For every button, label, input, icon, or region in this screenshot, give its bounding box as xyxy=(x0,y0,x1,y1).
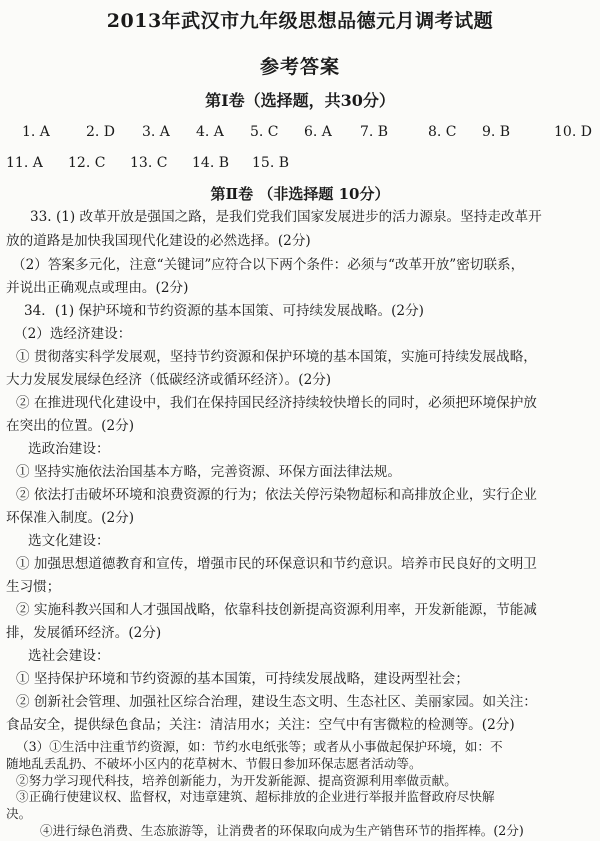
text-line: ① 贯彻落实科学发展观，坚持节约资源和保护环境的基本国策，实施可持续发展战略， xyxy=(16,349,537,365)
answer-item: 13. C xyxy=(130,155,168,171)
text-line: （2）选经济建设： xyxy=(14,326,132,342)
text-line: 选文化建设： xyxy=(28,533,110,549)
text-line: 选社会建设： xyxy=(28,648,110,664)
text-line: ① 加强思想道德教育和宣传，增强市民的环保意识和节约意识。培养市民良好的文明卫 xyxy=(16,556,537,572)
text-line: ②努力学习现代科技，培养创新能力，为开发新能源、提高资源利用率做贡献。 xyxy=(16,772,457,788)
text-line: 并说出正确观点或理由。(2分) xyxy=(6,280,189,296)
text-line: 大力发展发展绿色经济（低碳经济或循环经济）。(2分) xyxy=(6,372,332,388)
text-line: 排，发展循环经济。(2分) xyxy=(6,625,162,641)
answer-item: 3. A xyxy=(142,124,170,140)
answer-item: 2. D xyxy=(86,124,116,140)
text-line: 环保准入制度。(2分) xyxy=(6,510,135,526)
text-line: 放的道路是加快我国现代化建设的必然选择。(2分) xyxy=(6,233,311,249)
answer-item: 8. C xyxy=(428,124,457,140)
text-line: ② 实施科教兴国和人才强国战略，依靠科技创新提高资源利用率，开发新能源，节能减 xyxy=(16,602,537,618)
page-subtitle: 参考答案 xyxy=(259,56,340,78)
section-heading-choice: 第Ⅰ卷（选择题，共30分） xyxy=(205,91,395,110)
answer-item: 1. A xyxy=(22,124,50,140)
answer-item: 15. B xyxy=(252,155,290,171)
answer-item: 6. A xyxy=(304,124,332,140)
text-line: 食品安全，提供绿色食品；关注：清洁用水；关注：空气中有害微粒的检测等。(2分) xyxy=(6,717,515,733)
text-line: （3）①生活中注重节约资源，如：节约水电纸张等；或者从小事做起保护环境，如：不 xyxy=(16,739,503,754)
answer-item: 12. C xyxy=(68,155,106,171)
text-line: ② 创新社会管理、加强社区综合治理，建设生态文明、生态社区、美丽家园。如关注： xyxy=(16,694,537,710)
text-line: ② 在推进现代化建设中，我们在保持国民经济持续较快增长的同时，必须把环境保护放 xyxy=(16,395,537,411)
text-line: ① 坚持保护环境和节约资源的基本国策，可持续发展战略，建设两型社会； xyxy=(16,671,469,687)
text-line: （2）答案多元化，注意“关键词”应符合以下两个条件：必须与“改革开放”密切联系， xyxy=(12,257,525,273)
answer-item: 11. A xyxy=(6,155,43,171)
text-line: ② 依法打击破坏环境和浪费资源的行为；依法关停污染物超标和高排放企业，实行企业 xyxy=(16,487,537,503)
text-line: 随地乱丢乱扔、不破坏小区内的花草树木、节假日参加环保志愿者活动等。 xyxy=(6,755,422,771)
answer-item: 9. B xyxy=(482,124,511,140)
answer-item: 10. D xyxy=(554,124,592,140)
text-line: 选政治建设： xyxy=(28,441,110,457)
answer-item: 4. A xyxy=(196,124,224,140)
text-line: 生习惯； xyxy=(6,579,61,595)
answer-item: 14. B xyxy=(192,155,230,171)
text-line: ① 坚持实施依法治国基本方略，完善资源、环保方面法律法规。 xyxy=(16,464,401,480)
text-line: 34．(1) 保护环境和节约资源的基本国策、可持续发展战略。(2分) xyxy=(24,303,424,319)
answer-item: 7. B xyxy=(360,124,389,140)
page-title: 2013年武汉市九年级思想品德元月调考试题 xyxy=(106,10,494,32)
text-line: ④进行绿色消费、生态旅游等，让消费者的环保取向成为生产销售环节的指挥棒。(2分) xyxy=(40,823,524,838)
answer-item: 5. C xyxy=(250,124,279,140)
text-line: 在突出的位置。(2分) xyxy=(6,418,135,434)
text-line: ③正确行使建议权、监督权，对违章建筑、超标排放的企业进行举报并监督政府尽快解 xyxy=(16,789,495,805)
section-heading-nonchoice: 第Ⅱ卷 （非选择题 10分） xyxy=(210,185,390,203)
text-line: 决。 xyxy=(6,806,32,822)
text-line: 33. (1) 改革开放是强国之路，是我们党我们国家发展进步的活力源泉。坚持走改革开 xyxy=(30,209,542,225)
